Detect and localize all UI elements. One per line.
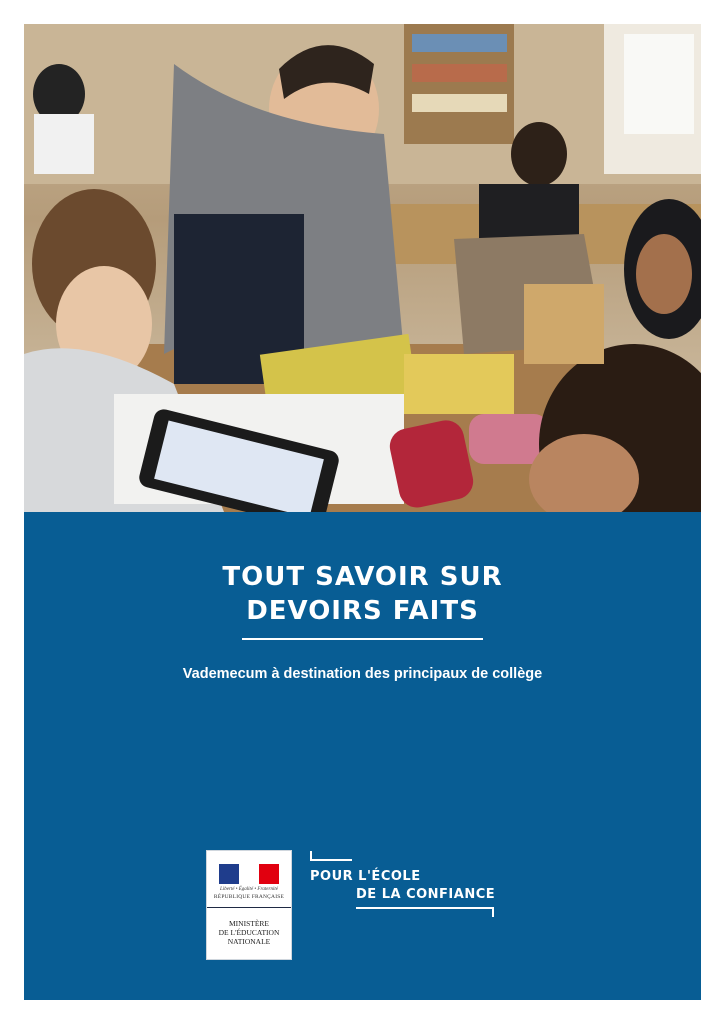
slogan-line-2: DE LA CONFIANCE [356,887,496,902]
title-line-2: DEVOIRS FAITS [246,596,479,626]
marianne-flag-icon [219,864,279,884]
cover-photo [24,24,701,512]
slogan-bracket-bottom [356,907,494,917]
slogan-line-1: POUR L'ÉCOLE [310,869,421,884]
ministry-name-line-1: MINISTÈRE [229,919,269,928]
slogan-block [310,851,510,926]
republique-francaise: RÉPUBLIQUE FRANÇAISE [213,894,285,900]
ministry-name-line-3: NATIONALE [227,937,271,946]
republic-motto: Liberté • Égalité • Fraternité [220,887,278,892]
title-underline [242,638,483,640]
ministry-logo [206,850,292,960]
document-subtitle: Vademecum à destination des principaux de collège [182,666,543,682]
slogan-bracket-top [310,851,352,861]
title-panel [24,512,701,1000]
classroom-illustration [24,24,701,512]
document-title [24,560,701,628]
ministry-name [209,919,289,946]
ministry-divider [207,907,291,908]
title-line-1: TOUT SAVOIR SUR [222,562,503,592]
ministry-name-line-2: DE L'ÉDUCATION [218,928,280,937]
